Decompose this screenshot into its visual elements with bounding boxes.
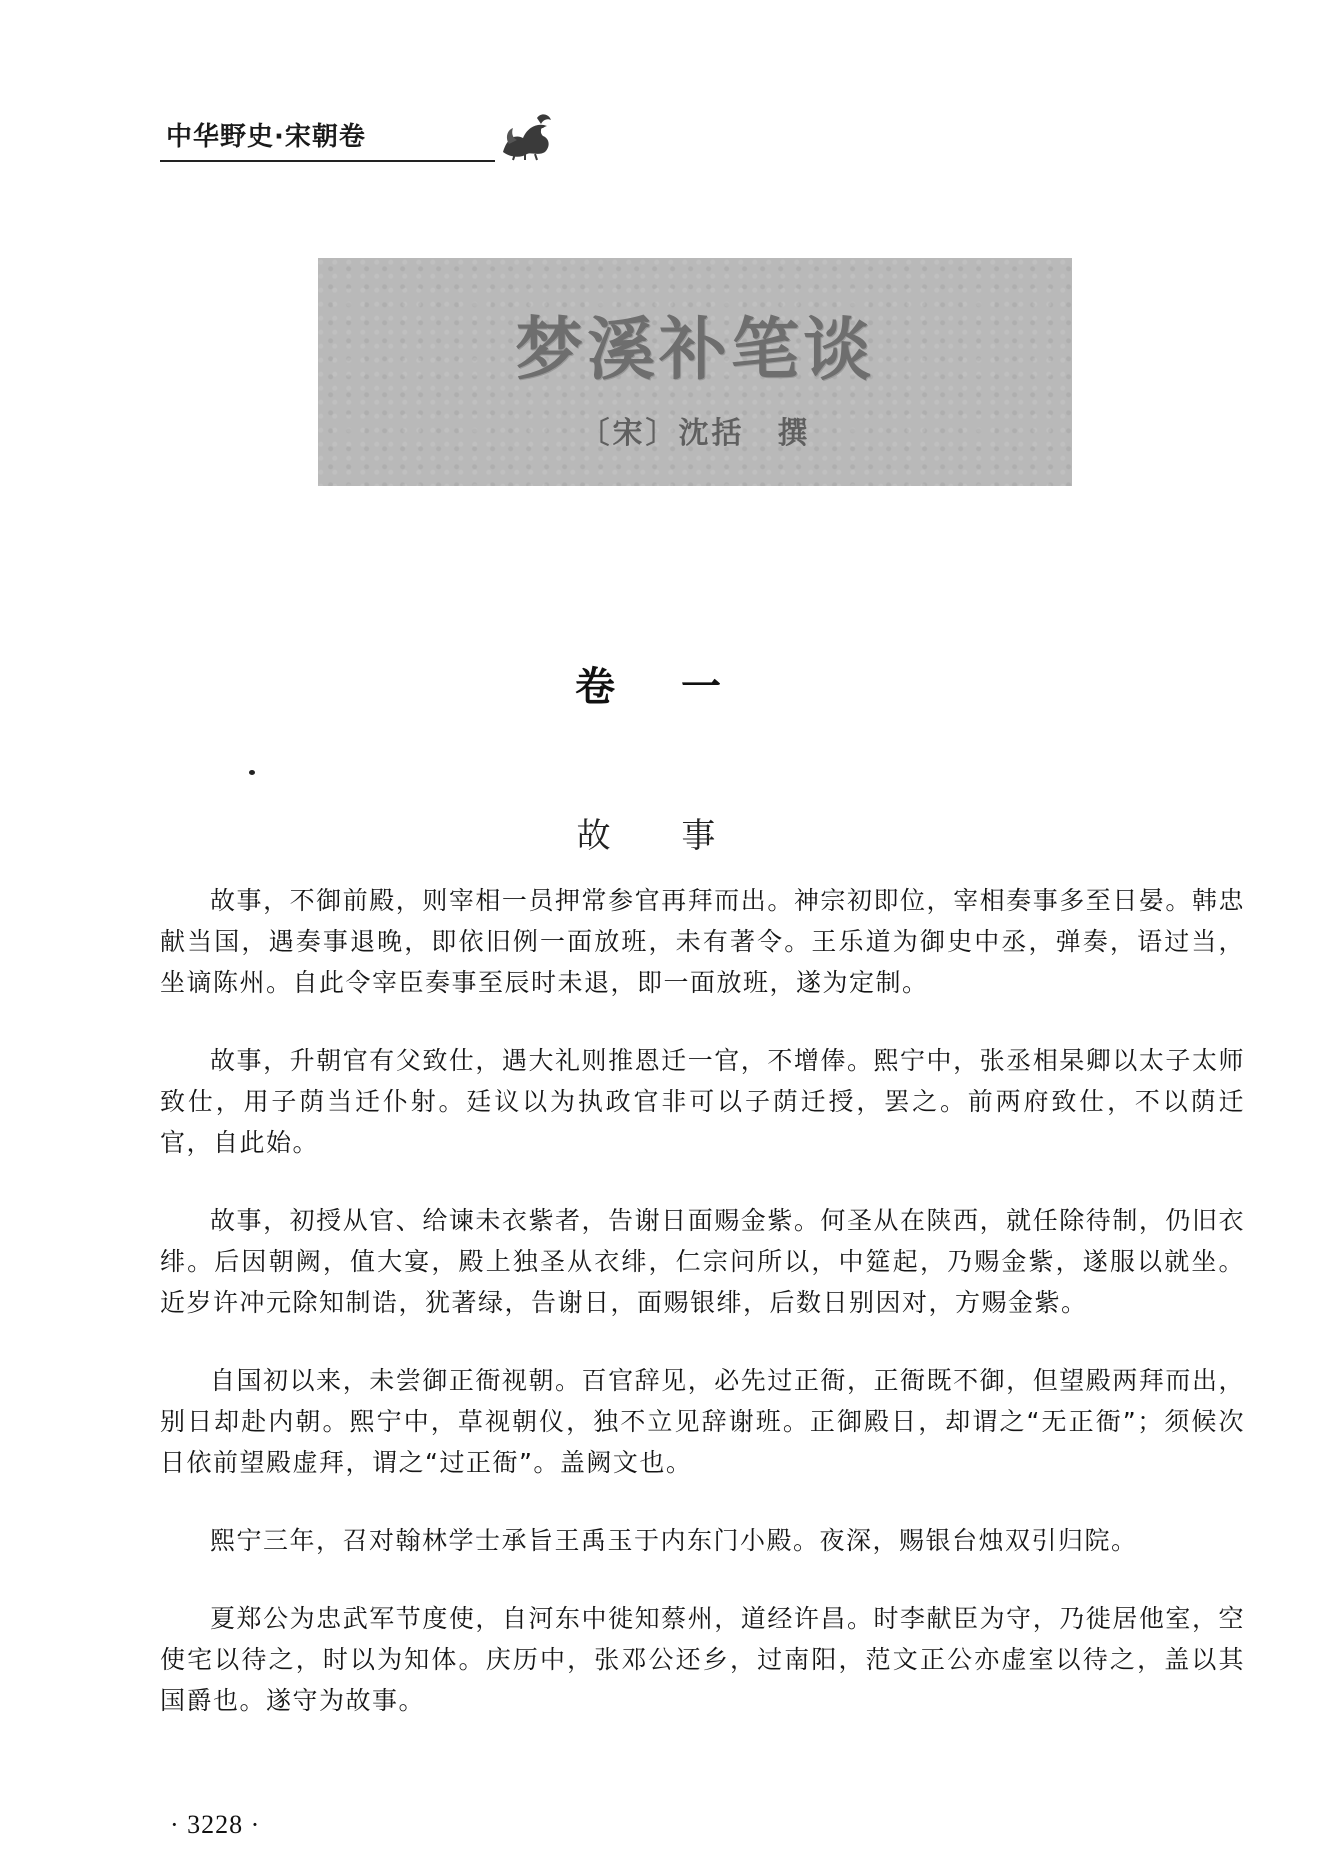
paragraph: 熙宁三年，召对翰林学士承旨王禹玉于内东门小殿。夜深，赐银台烛双引归院。 — [210, 1526, 1138, 1555]
book-author: 〔宋〕沈括 撰 — [579, 416, 811, 451]
paragraph: 自国初以来，未尝御正衙视朝。百官辞见，必先过正衙，正衙既不御，但望殿两拜而出，别日却赴内朝。熙宁中，草视朝仪，独不立见辞谢班。正御殿日，却谓之“无正衙”；须候次日依前望殿虚拜，谓之“过正衙”。盖阙文也。 — [160, 1366, 1245, 1477]
page-number: · 3228 · — [170, 1810, 261, 1839]
dragon-emblem-icon — [497, 108, 557, 162]
paragraph: 夏郑公为忠武军节度使，自河东中徙知蔡州，道经许昌。时李献臣为守，乃徙居他室，空使宅以待之，时以为知体。庆历中，张邓公还乡，过南阳，范文正公亦虚室以待之，盖以其国爵也。遂守为故事。 — [160, 1604, 1245, 1715]
paragraph: 故事，升朝官有父致仕，遇大礼则推恩迁一官，不增俸。熙宁中，张丞相杲卿以太子太师致仕，用子荫当迁仆射。廷议以为执政官非可以子荫迁授，罢之。前两府致仕，不以荫迁官，自此始。 — [160, 1046, 1245, 1157]
running-title: 中华野史·宋朝卷 — [166, 122, 366, 152]
body-text — [160, 880, 1245, 1758]
print-speck — [249, 770, 255, 775]
title-banner — [318, 258, 1072, 486]
book-title: 梦溪补笔谈 — [514, 310, 875, 390]
running-header — [160, 108, 532, 166]
paragraph: 故事，初授从官、给谏未衣紫者，告谢日面赐金紫。何圣从在陕西，就任除待制，仍旧衣绯。后因朝阙，值大宴，殿上独圣从衣绯，仁宗问所以，中筵起，乃赐金紫，遂服以就坐。近岁许冲元除知制诰，犹著绿，告谢日，面赐银绯，后数日别因对，方赐金紫。 — [160, 1206, 1245, 1317]
volume-heading: 卷 一 — [575, 664, 747, 710]
section-heading: 故 事 — [576, 816, 746, 856]
header-rule — [160, 160, 495, 162]
paragraph: 故事，不御前殿，则宰相一员押常参官再拜而出。神宗初即位，宰相奏事多至日晏。韩忠献当国，遇奏事退晚，即依旧例一面放班，未有著令。王乐道为御史中丞，弹奏，语过当，坐谪陈州。自此令宰臣奏事至辰时未退，即一面放班，遂为定制。 — [160, 886, 1245, 997]
